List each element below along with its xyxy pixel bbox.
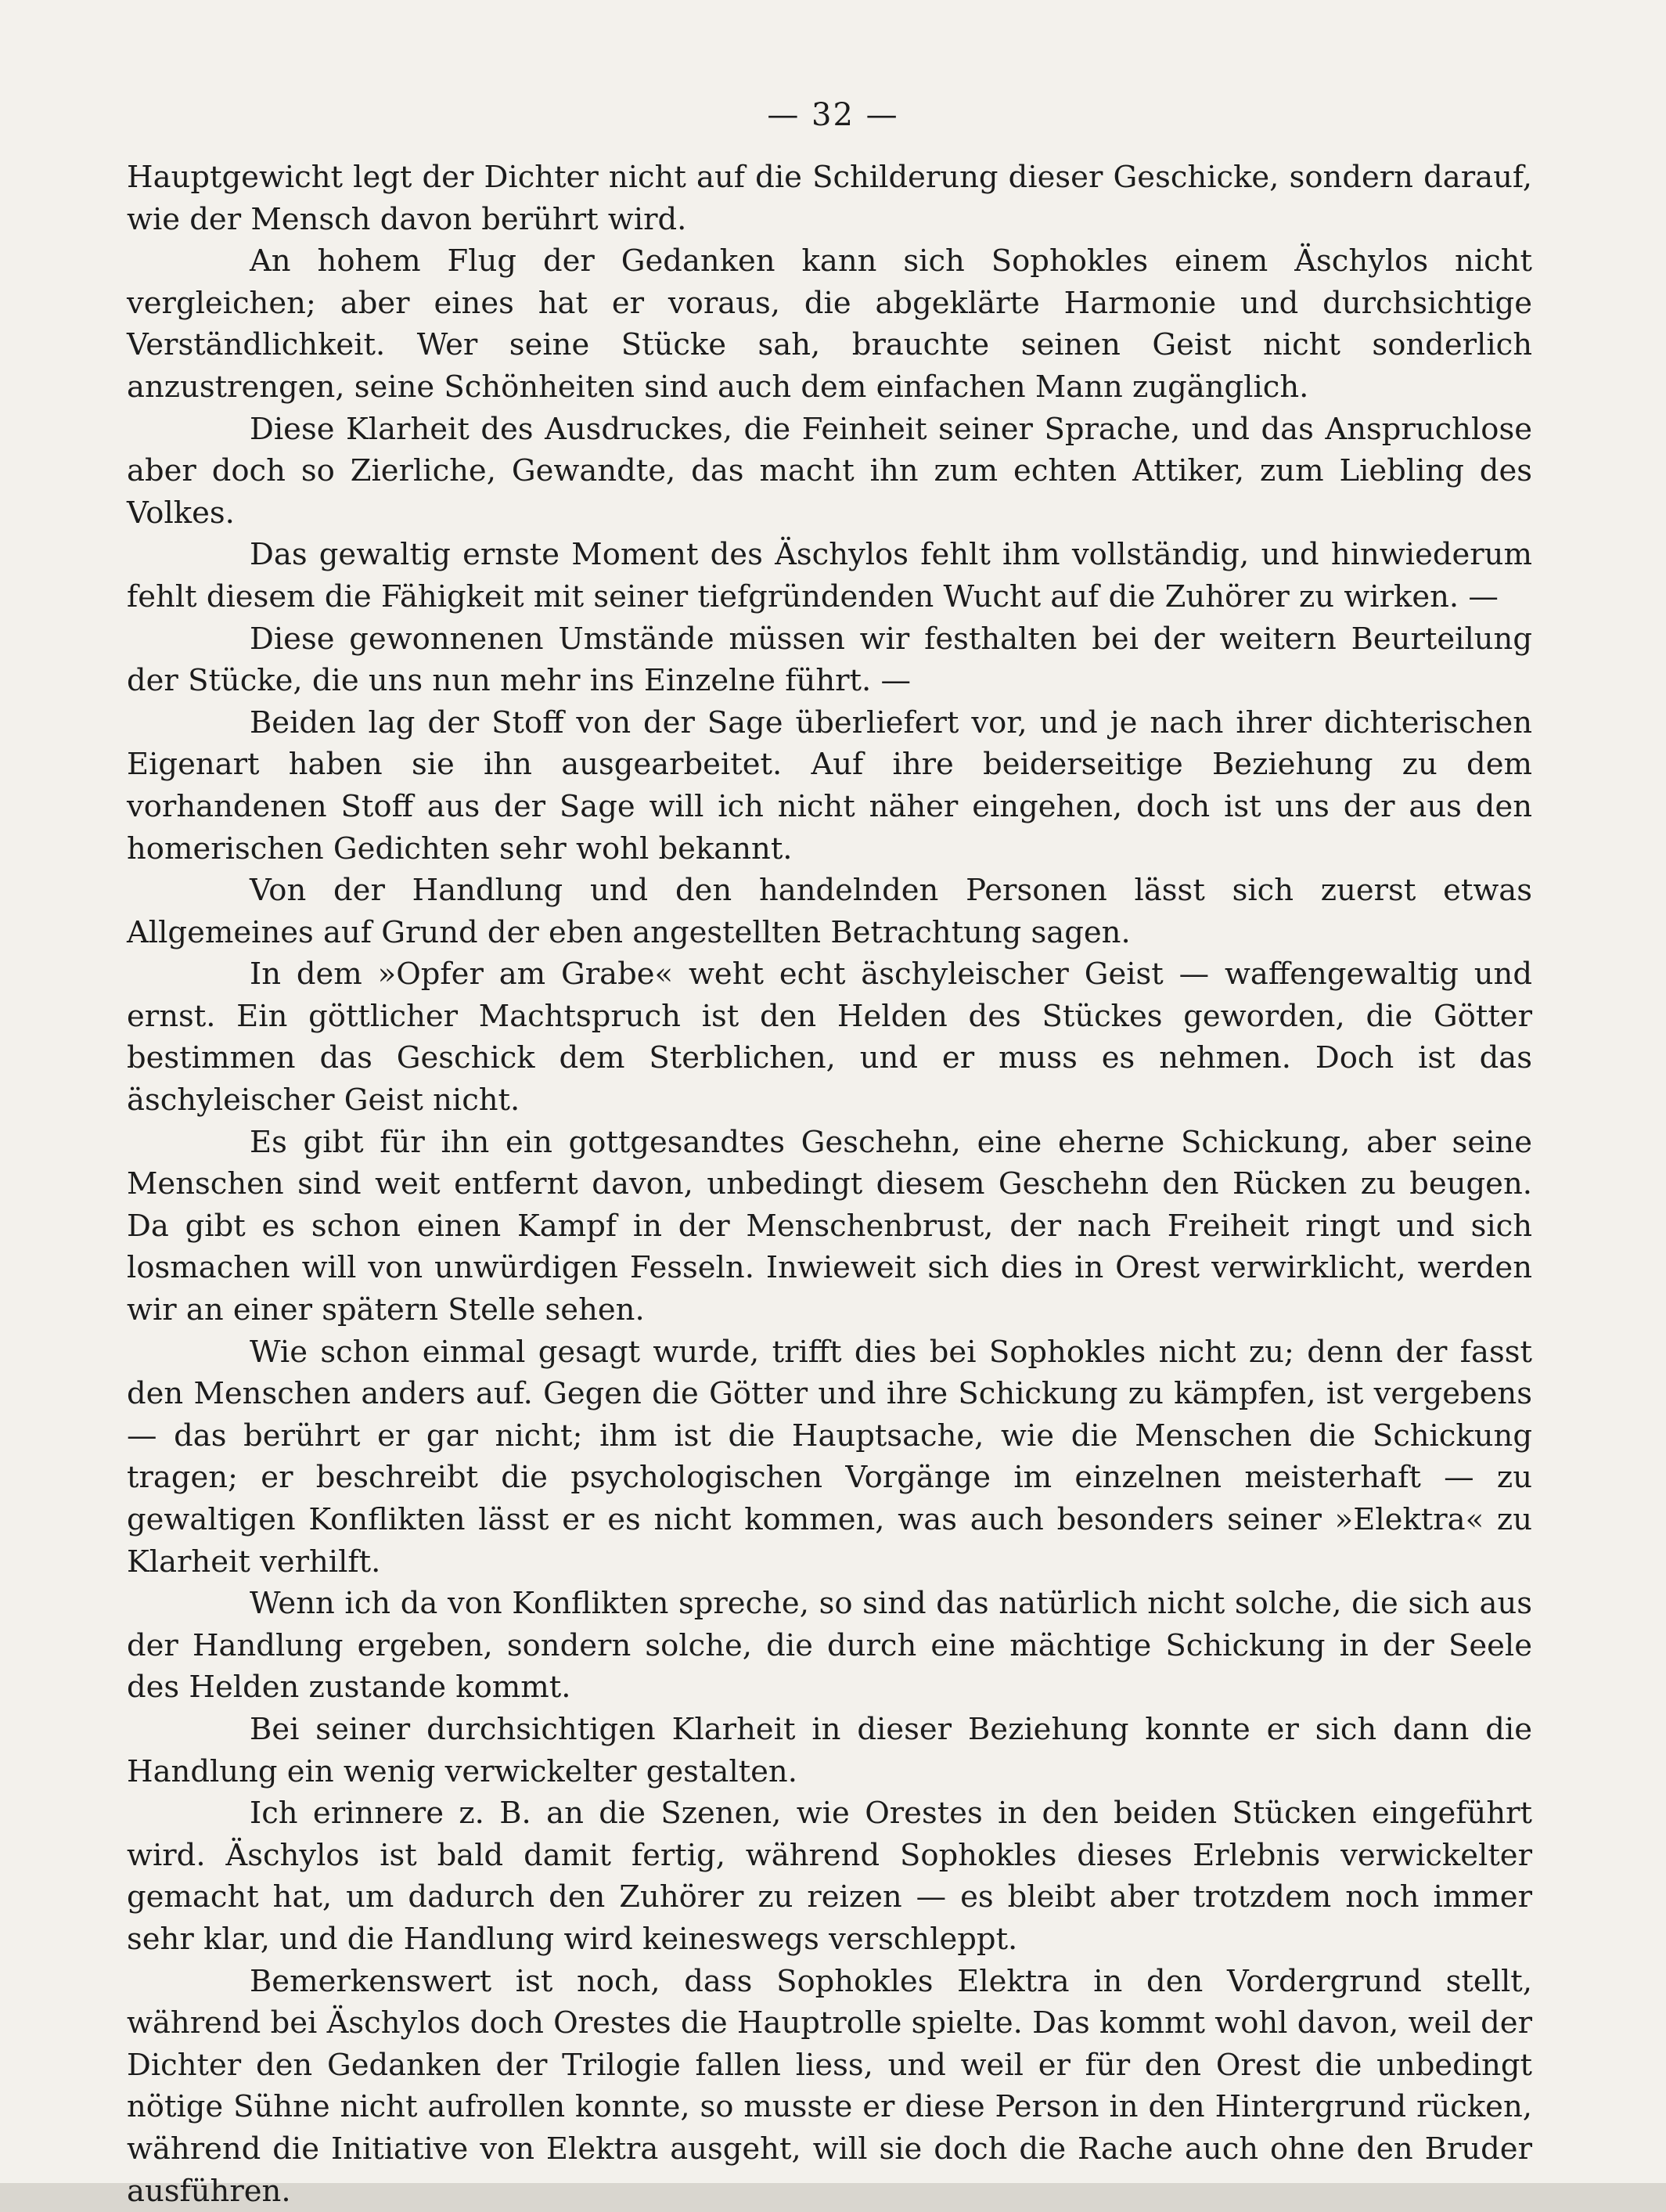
paragraph: An hohem Flug der Gedanken kann sich Sophokles einem Äschylos nicht vergleichen; aber eines hat er voraus, die abgeklärte Harmonie und durchsichtige Verständlichkeit. Wer seine Stücke sah, brauchte seinen Geist nicht sonderlich anzustrengen, seine Schönheiten sind auch dem einfachen Mann zugänglich. <box>127 243 1532 405</box>
paragraph: Beiden lag der Stoff von der Sage überliefert vor, und je nach ihrer dichterischen Eigenart haben sie ihn ausgearbeitet. Auf ihre beiderseitige Beziehung zu dem vorhandenen Stoff aus der Sage will ich nicht näher eingehen, doch ist uns der aus den homerischen Gedichten sehr wohl bekannt. <box>127 704 1532 866</box>
paragraph: Wie schon einmal gesagt wurde, trifft dies bei Sophokles nicht zu; denn der fasst den Menschen anders auf. Gegen die Götter und ihre Schickung zu kämpfen, ist vergebens — das berührt er gar nicht; ihm ist die Hauptsache, wie die Menschen die Schickung tragen; er beschreibt die psychologischen Vorgänge im einzelnen meisterhaft — zu gewaltigen Konflikten lässt er es nicht kommen, was auch besonders seiner »Elektra« zu Klarheit verhilft. <box>127 1334 1532 1580</box>
paragraph: Bemerkenswert ist noch, dass Sophokles Elektra in den Vordergrund stellt, während bei Äschylos doch Orestes die Hauptrolle spielte. Das kommt wohl davon, weil der Dichter den Gedanken der Trilogie fallen liess, und weil er für den Orest die unbedingt nötige Sühne nicht aufrollen konnte, so musste er diese Person in den Hintergrund rücken, während die Initiative von Elektra ausgeht, will sie doch die Rache auch ohne den Bruder ausführen. <box>127 1963 1532 2209</box>
paragraph: Von der Handlung und den handelnden Personen lässt sich zuerst etwas Allgemeines auf Grund der eben angestellten Betrachtung sagen. <box>127 873 1532 950</box>
paragraph-continued: Hauptgewicht legt der Dichter nicht auf die Schilderung dieser Geschicke, sondern darauf, wie der Mensch davon berührt wird. <box>127 160 1532 237</box>
paragraph: Diese gewonnenen Umstände müssen wir festhalten bei der weitern Beurteilung der Stücke, die uns nun mehr ins Einzelne führt. — <box>127 621 1532 699</box>
paragraph: Wenn ich da von Konflikten spreche, so sind das natürlich nicht solche, die sich aus der Handlung ergeben, sondern solche, die durch eine mächtige Schickung in der Seele des Helden zustande kommt. <box>127 1586 1532 1706</box>
paragraph: Ich erinnere z. B. an die Szenen, wie Orestes in den beiden Stücken eingeführt wird. Äschylos ist bald damit fertig, während Sophokles dieses Erlebnis verwickelter gemacht hat, um dadurch den Zuhörer zu reizen — es bleibt aber trotzdem noch immer sehr klar, und die Handlung wird keineswegs verschleppt. <box>127 1796 1532 1957</box>
body-text <box>127 157 1532 2212</box>
page-number: — 32 — <box>767 97 899 133</box>
paragraph: Diese Klarheit des Ausdruckes, die Feinheit seiner Sprache, und das Anspruchlose aber doch so Zierliche, Gewandte, das macht ihn zum echten Attiker, zum Liebling des Volkes. <box>127 411 1532 531</box>
paragraph: Es gibt für ihn ein gottgesandtes Geschehn, eine eherne Schickung, aber seine Menschen sind weit entfernt davon, unbedingt diesem Geschehn den Rücken zu beugen. Da gibt es schon einen Kampf in der Menschenbrust, der nach Freiheit ringt und sich losmachen will von unwürdigen Fesseln. Inwieweit sich dies in Orest verwirklicht, werden wir an einer spätern Stelle sehen. <box>127 1124 1532 1328</box>
paragraph: Bei seiner durchsichtigen Klarheit in dieser Beziehung konnte er sich dann die Handlung ein wenig verwickelter gestalten. <box>127 1711 1532 1789</box>
paragraph: Das gewaltig ernste Moment des Äschylos fehlt ihm vollständig, und hinwiederum fehlt diesem die Fähigkeit mit seiner tiefgründenden Wucht auf die Zuhörer zu wirken. — <box>127 537 1532 614</box>
paragraph: In dem »Opfer am Grabe« weht echt äschyleischer Geist — waffengewaltig und ernst. Ein göttlicher Machtspruch ist den Helden des Stückes geworden, die Götter bestimmen das Geschick dem Sterblichen, und er muss es nehmen. Doch ist das äschyleischer Geist nicht. <box>127 956 1532 1119</box>
